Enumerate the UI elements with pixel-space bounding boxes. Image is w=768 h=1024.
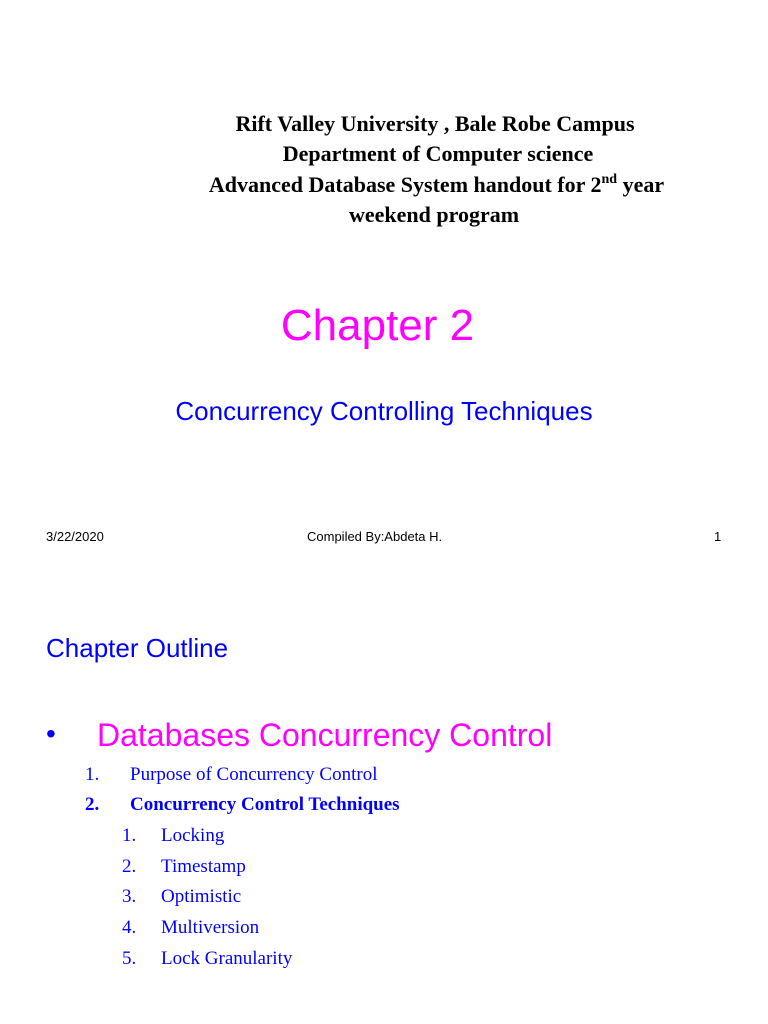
footer-date: 3/22/2020: [46, 529, 104, 544]
program-name: weekend program: [348, 202, 520, 227]
item-number: 1.: [85, 764, 100, 785]
item-number: 2.: [85, 794, 100, 815]
subitem-label: Multiversion: [161, 917, 260, 938]
item-label: Purpose of Concurrency Control: [130, 764, 378, 785]
department-name: Department of Computer science: [282, 141, 594, 166]
subitem-label: Locking: [161, 825, 225, 846]
subitem-number: 5.: [122, 948, 137, 969]
item-label: Concurrency Control Techniques: [130, 794, 400, 815]
subitem-number: 2.: [122, 856, 137, 877]
subitem-label: Timestamp: [161, 856, 246, 877]
outline-title: Chapter Outline: [46, 633, 229, 663]
university-name: Rift Valley University , Bale Robe Campus: [235, 111, 635, 136]
subitem-label: Lock Granularity: [161, 948, 293, 969]
subitem-number: 4.: [122, 917, 137, 938]
subitem-number: 3.: [122, 886, 137, 907]
subitem-label: Optimistic: [161, 886, 242, 907]
subitem-number: 1.: [122, 825, 137, 846]
footer-page-number: 1: [714, 529, 722, 544]
chapter-subtitle: Concurrency Controlling Techniques: [175, 396, 593, 426]
ordinal-suffix: nd: [601, 172, 618, 187]
bullet-icon: •: [46, 718, 56, 749]
course-line-text: Advanced Database System handout for 2: [208, 172, 602, 197]
footer-author: Compiled By:Abdeta H.: [307, 529, 443, 544]
outline-slide: [0, 560, 768, 1024]
main-heading: Databases Concurrency Control: [97, 717, 553, 753]
course-line-end: year: [617, 172, 665, 197]
course-line: [0, 170, 768, 201]
chapter-title: Chapter 2: [280, 301, 475, 350]
